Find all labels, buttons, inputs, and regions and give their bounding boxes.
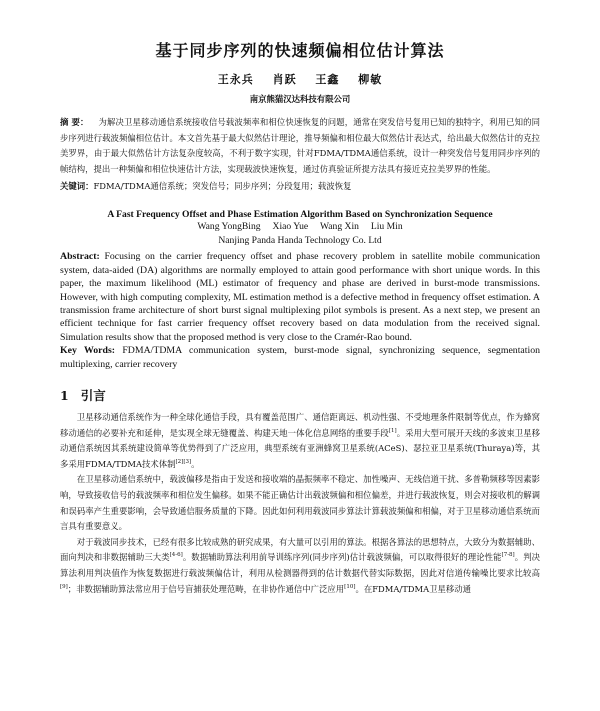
p3-ref-3: [9] <box>60 583 68 590</box>
abstract-cn-text: 为解决卫星移动通信系统接收信号载波频率和相位快速恢复的问题，通常在突发信号复用已知的独特字，利用已知的同步序列进行载波频偏相位估计。本文首先基于最大似然估计理论，推导频偏和相位最大似然估计表达式，给出最大似然估计的克拉美罗界，由于最大似然估计方法复杂度较高，不利于数字实现，针对FDMA/TDMA通信系统，设计一种突发信号复用同步序列的帧结构，提出一种频偏和相位快速估计方法，实现载波快速恢复，通过仿真验证所提方法具有接近克拉美罗界的性能。 <box>60 117 540 174</box>
keywords-en <box>60 344 540 371</box>
p1-text-b: 。采用大型可展开天线的多波束卫星移动通信系统因其系统建设简单等优势得到了广泛应用，典型系统有亚洲蜂窝卫星系统(ACeS)、瑟拉亚卫星系统(Thuraya)等，其多采用FDMA/TDMA技术体制 <box>60 427 541 469</box>
abstract-en <box>60 250 540 344</box>
p3-text-e: 。在FDMA/TDMA卫星移动通 <box>355 583 471 594</box>
paper-title-cn: 基于同步序列的快速频偏相位估计算法 <box>155 41 445 60</box>
intro-paragraph-3 <box>60 535 540 597</box>
abstract-cn-label: 摘 要： <box>60 117 89 127</box>
abstract-cn <box>60 115 540 177</box>
keywords-cn-label: 关键词： <box>60 181 94 192</box>
keywords-en-text: FDMA/TDMA communication system, burst-mode signal, synchronizing sequence, segmentation multiplexing, carrier recovery <box>60 345 540 370</box>
p1-text-a: 卫星移动通信系统作为一种全球化通信手段，具有覆盖范围广、通信距离远、机动性强、不受地理条件限制等优点，作为蜂窝移动通信的必要补充和延伸，是实现全球无缝覆盖、构建天地一体化信息网络的重要手段 <box>60 412 540 438</box>
paper-title-en: A Fast Frequency Offset and Phase Estimation Algorithm Based on Synchronization Sequence <box>107 209 493 221</box>
keywords-cn-text: FDMA/TDMA通信系统；突发信号；同步序列；分段复用；载波恢复 <box>93 181 352 192</box>
p1-ref-1: [1] <box>388 427 397 434</box>
p3-ref-4: [10] <box>344 583 356 590</box>
p3-text-d: ；非数据辅助算法常应用于信号盲捕获处理范畴，在非协作通信中广泛应用 <box>67 583 345 594</box>
p3-text-a: 对于载波同步技术，已经有很多比较成熟的研究成果，有大量可以引用的算法。根据各算法的思想特点，大致分为数据辅助、面向判决和非数据辅助三大类 <box>60 536 540 563</box>
section-number: 1 <box>60 388 69 404</box>
intro-paragraph-2: 在卫星移动通信系统中，载波偏移是指由于发送和接收端的晶振频率不稳定、加性噪声、无线信道干扰、多普勒频移等因素影响，导致接收信号的载波频率和相位发生偏移。如果不能正确估计出载波频偏和相位偏差，并进行载波恢复，则会对接收机的解调和误码率产生重要影响，会导致通信服务质量的下降。因此如何利用载波同步算法计算载波频偏和相偏，对于卫星移动通信系统而言具有重要意义。 <box>60 474 540 532</box>
keywords-cn <box>60 179 540 194</box>
authors-en: Wang YongBing Xiao Yue Wang Xin Liu Min <box>197 221 403 233</box>
section-heading <box>60 386 540 404</box>
affiliation-cn: 南京熊猫汉达科技有限公司 <box>249 94 351 104</box>
p1-ref-2: [2][3] <box>175 459 192 466</box>
keywords-en-label: Key Words: <box>60 345 116 357</box>
section-title: 引言 <box>80 388 106 404</box>
abstract-en-text: Focusing on the carrier frequency offset and phase recovery problem in satellite mobile communication system, data-aided (DA) algorithms are normally employed to attain good performance with short unique words. In this paper, the maximum likelihood (ML) estimator of frequency and phase are derived in burst-mode transmissions. However, with high computing complexity, ML estimation method is a defective method in frequency offset estimation. A transmission frame architecture of short burst signal multiplexing pilot symbols is present. As a next step, we present an efficient technique for fast carrier frequency offset recovery based on data modulation from the received signal. Simulation results show that the proposed method is very close to the Cramér-Rao bound. <box>60 251 541 343</box>
p3-ref-2: [7-8] <box>501 552 515 559</box>
authors-cn: 王永兵 肖跃 王鑫 柳敏 <box>217 73 383 86</box>
intro-paragraph-1 <box>60 410 540 472</box>
p1-text-c: 。 <box>191 458 200 469</box>
p3-text-c: 。判决算法利用判决值作为恢复数据进行载波频偏估计，利用从检测器得到的估计数据代替实际数据，因此对信道传输噪比要求比较高 <box>60 552 541 578</box>
abstract-en-label: Abstract: <box>60 251 100 263</box>
affiliation-en: Nanjing Panda Handa Technology Co. Ltd <box>218 235 382 247</box>
p3-text-b: 。数据辅助算法利用前导训练序列(同步序列)估计载波频偏，可以取得很好的理论性能 <box>182 552 502 563</box>
p3-ref-1: [4-6] <box>169 552 183 559</box>
